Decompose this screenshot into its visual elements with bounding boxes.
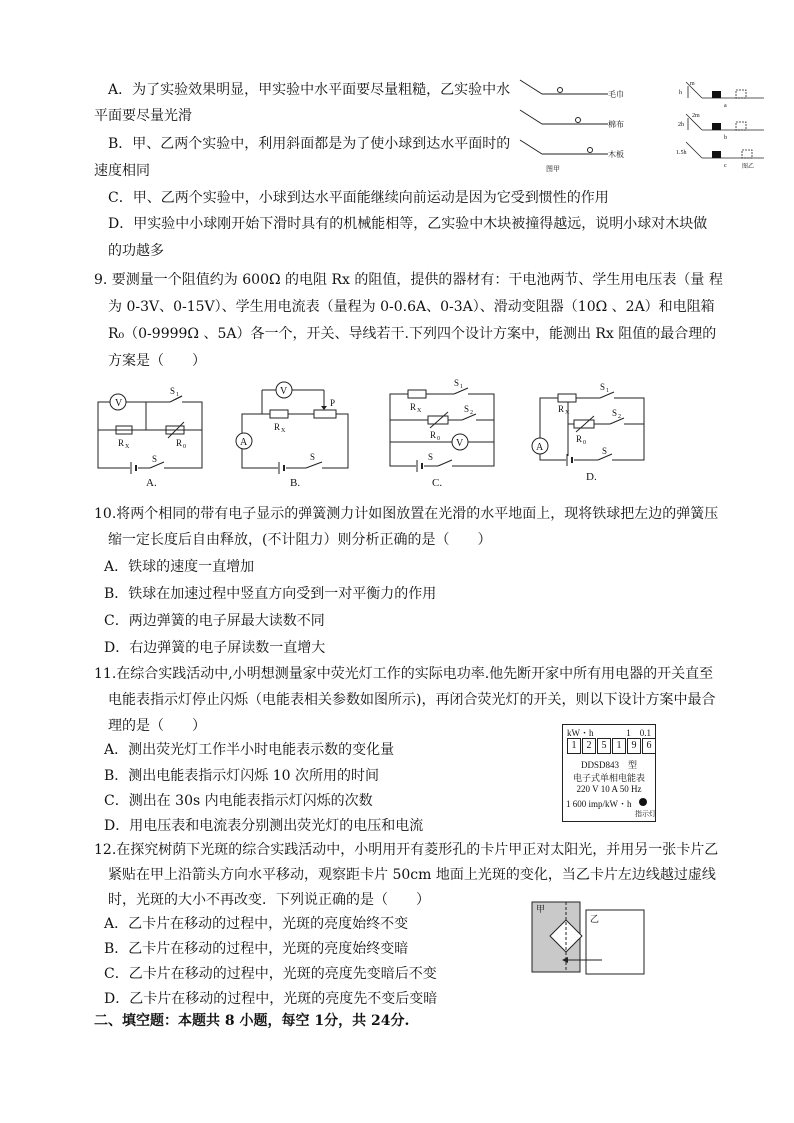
- q9d-s2-label: S: [612, 408, 618, 418]
- q9-circuit-b: [232, 378, 352, 489]
- q9a-s1-label: S: [170, 386, 176, 396]
- q12-option-a: A．乙卡片在移动的过程中，光斑的亮度始终不变: [104, 916, 409, 932]
- meter-digit: 5: [597, 738, 611, 754]
- q9d-r0-label: R: [576, 434, 583, 444]
- section2-heading: 二、填空题：本题共 8 小题，每空 1分，共 24分.: [94, 1013, 410, 1029]
- q8-option-d-line1: D．甲实验中小球刚开始下滑时具有的机械能相等，乙实验中木块被撞得越远，说明小球对木块做: [108, 216, 708, 232]
- meter-constant: 1 600 imp/kW・h: [566, 799, 632, 809]
- q9c-r0-sub: 0: [437, 436, 440, 442]
- q9-circuit-c: [384, 378, 504, 489]
- q9-option-a-label: A.: [146, 477, 157, 489]
- q8-label-b: b: [724, 135, 727, 141]
- q9c-s-label: S: [428, 452, 434, 462]
- q10-line1: 10.将两个相同的带有电子显示的弹簧测力计如图放置在光滑的水平地面上，现将铁球把左边的弹簧压: [94, 506, 719, 522]
- q9a-voltmeter-label: V: [115, 398, 123, 409]
- q9c-rx-label: R: [410, 402, 417, 412]
- meter-digit: 2: [582, 738, 596, 754]
- q12-option-b: B．乙卡片在移动的过程中，光斑的亮度始终变暗: [104, 941, 409, 957]
- q9a-rx-sub: X: [125, 444, 130, 450]
- q11-line1: 11.在综合实践活动中,小明想测量家中荧光灯工作的实际电功率.他先断开家中所有用电器的开关直至: [94, 666, 714, 682]
- q9a-s1-sub: 1: [176, 392, 179, 398]
- q12-line3: 时，光斑的大小不再改变．下列说正确的是（ ）: [108, 892, 430, 908]
- q8-surface-cotton: 棉布: [608, 120, 624, 129]
- q9a-r0-sub: 0: [183, 444, 186, 450]
- q8-label-c: c: [724, 163, 727, 169]
- q9c-s2-sub: 2: [470, 410, 473, 416]
- meter-digit: 9: [627, 738, 641, 754]
- q9-line1: 9. 要测量一个阻值约为 600Ω 的电阻 Rx 的阻值，提供的器材有：干电池两节、学生用电压表（量 程: [94, 272, 723, 288]
- q9-circuit-d: [528, 384, 648, 484]
- q9-circuit-a: [96, 386, 206, 489]
- q9b-rx-sub: X: [281, 428, 286, 434]
- q8-figure-yi-caption: 图乙: [742, 164, 755, 170]
- q8-option-b-line2: 速度相同: [94, 163, 150, 179]
- q8-mass-m: m: [690, 81, 695, 87]
- q8-figure-jia-caption: 图甲: [546, 165, 560, 173]
- q8-height-h: h: [679, 90, 682, 96]
- meter-digit: 1: [612, 738, 626, 754]
- q9d-s-label: S: [602, 446, 608, 456]
- q9d-s1-sub: 1: [606, 388, 609, 394]
- q10-line2: 缩一定长度后自由释放，(不计阻力）则分析正确的是（ ）: [108, 532, 492, 548]
- q11-line2: 电能表指示灯停止闪烁（电能表相关参数如图所示)，再闭合荧光灯的开关，则以下设计方案中最合: [108, 692, 716, 708]
- q12-option-d: D．乙卡片在移动的过程中，光斑的亮度先不变后变暗: [104, 991, 438, 1007]
- q9b-rx-label: R: [274, 422, 281, 432]
- q9d-rx-label: R: [558, 404, 565, 414]
- q10-option-c: C．两边弹簧的电子屏最大读数不同: [104, 613, 325, 629]
- q8-label-a: a: [724, 103, 727, 109]
- q8-surface-wood: 木板: [608, 150, 624, 159]
- q12-line2: 紧贴在甲上沿箭头方向水平移动，观察距卡片 50cm 地面上光斑的变化，当乙卡片左边线越过虚线: [108, 867, 716, 883]
- q9a-r0-label: R: [176, 438, 183, 448]
- q8-mass-2m: 2m: [692, 113, 700, 119]
- q9a-s-label: S: [152, 454, 158, 464]
- q8-height-2h: 2h: [678, 122, 684, 128]
- q9-line4: 方案是（ ）: [108, 353, 206, 369]
- meter-rating: 220 V 10 A 50 Hz: [576, 784, 642, 794]
- q9d-ammeter-label: A: [536, 442, 544, 453]
- q11-option-b: B．测出电能表指示灯闪烁 10 次所用的时间: [104, 768, 380, 784]
- q8-surface-towel: 毛巾: [608, 90, 624, 99]
- q9-option-d-label: D.: [586, 471, 597, 483]
- q10-option-a: A．铁球的速度一直增加: [104, 559, 255, 575]
- q12-card-figure: [532, 900, 647, 976]
- meter-name: 电子式单相电能表: [572, 773, 645, 783]
- q8-option-b-line1: B．甲、乙两个实验中，利用斜面都是为了使小球到达水平面时的: [108, 136, 511, 152]
- q10-option-d: D．右边弹簧的电子屏读数一直增大: [104, 640, 326, 656]
- q9c-s1-sub: 1: [460, 384, 463, 390]
- q9c-r0-label: R: [430, 430, 437, 440]
- q12-card-yi-label: 乙: [590, 914, 600, 924]
- meter-digit: 1: [567, 738, 581, 754]
- q8-figure-jia: [520, 78, 660, 178]
- q11-option-d: D．用电压表和电流表分别测出荧光灯的电压和电流: [104, 818, 424, 834]
- q9b-s-label: S: [310, 452, 316, 462]
- meter-digit: 6: [642, 738, 656, 754]
- q8-option-c: C．甲、乙两个实验中，小球到达水平面能继续向前运动是因为它受到惯性的作用: [108, 190, 609, 206]
- q9b-p-label: P: [330, 398, 336, 408]
- q11-line3: 理的是（ ）: [108, 718, 206, 734]
- meter-unit: kW・h: [567, 728, 594, 738]
- q11-option-a: A．测出荧光灯工作半小时电能表示数的变化量: [104, 742, 395, 758]
- q8-option-d-line2: 的功越多: [108, 243, 164, 259]
- meter-digits: [567, 738, 657, 754]
- q12-line1: 12.在探究树荫下光斑的综合实践活动中，小明用开有菱形孔的卡片甲正对太阳光，并用另一张卡片乙: [94, 842, 719, 858]
- q9-line3: R₀（0-9999Ω 、5A）各一个，开关、导线若干.下列四个设计方案中，能测出 Rx 阻值的最合理的: [108, 326, 717, 342]
- q8-option-a-line1: A．为了实验效果明显，甲实验中水平面要尽量粗糙，乙实验中水: [108, 82, 511, 98]
- q8-option-a-line2: 平面要尽量光滑: [94, 108, 192, 124]
- meter-lamp-label: 指示灯: [635, 810, 656, 818]
- q9-option-c-label: C.: [432, 477, 443, 489]
- q9d-rx-sub: X: [565, 410, 570, 416]
- q12-option-c: C．乙卡片在移动的过程中，光斑的亮度先变暗后不变: [104, 966, 437, 982]
- q9b-ammeter-label: A: [240, 437, 248, 448]
- q9c-voltmeter-label: V: [456, 438, 464, 449]
- q9c-s2-label: S: [464, 404, 470, 414]
- q8-figure-yi: [676, 80, 776, 175]
- q9c-rx-sub: X: [417, 408, 422, 414]
- q12-card-jia-label: 甲: [536, 904, 546, 914]
- q9d-r0-sub: 0: [583, 440, 586, 446]
- q9d-s2-sub: 2: [618, 414, 621, 420]
- q8-height-1-5h: 1.5h: [676, 150, 687, 156]
- meter-model: DDSD843 型: [580, 760, 637, 770]
- q9d-s1-label: S: [600, 382, 606, 392]
- q11-energy-meter: [562, 724, 656, 822]
- q9b-voltmeter-label: V: [280, 386, 288, 397]
- q9-option-b-label: B.: [290, 477, 301, 489]
- q9c-s1-label: S: [454, 378, 460, 388]
- q9a-rx-label: R: [118, 438, 125, 448]
- q9-line2: 为 0-3V、0-15V）、学生用电流表（量程为 0-0.6A、0-3A）、滑动变阻器（10Ω 、2A）和电阻箱: [108, 299, 715, 315]
- q10-option-b: B．铁球在加速过程中竖直方向受到一对平衡力的作用: [104, 586, 437, 602]
- q11-option-c: C．测出在 30s 内电能表指示灯闪烁的次数: [104, 793, 373, 809]
- meter-indicator-lamp-icon: [639, 798, 647, 806]
- meter-scale: 1 0.1: [626, 728, 651, 738]
